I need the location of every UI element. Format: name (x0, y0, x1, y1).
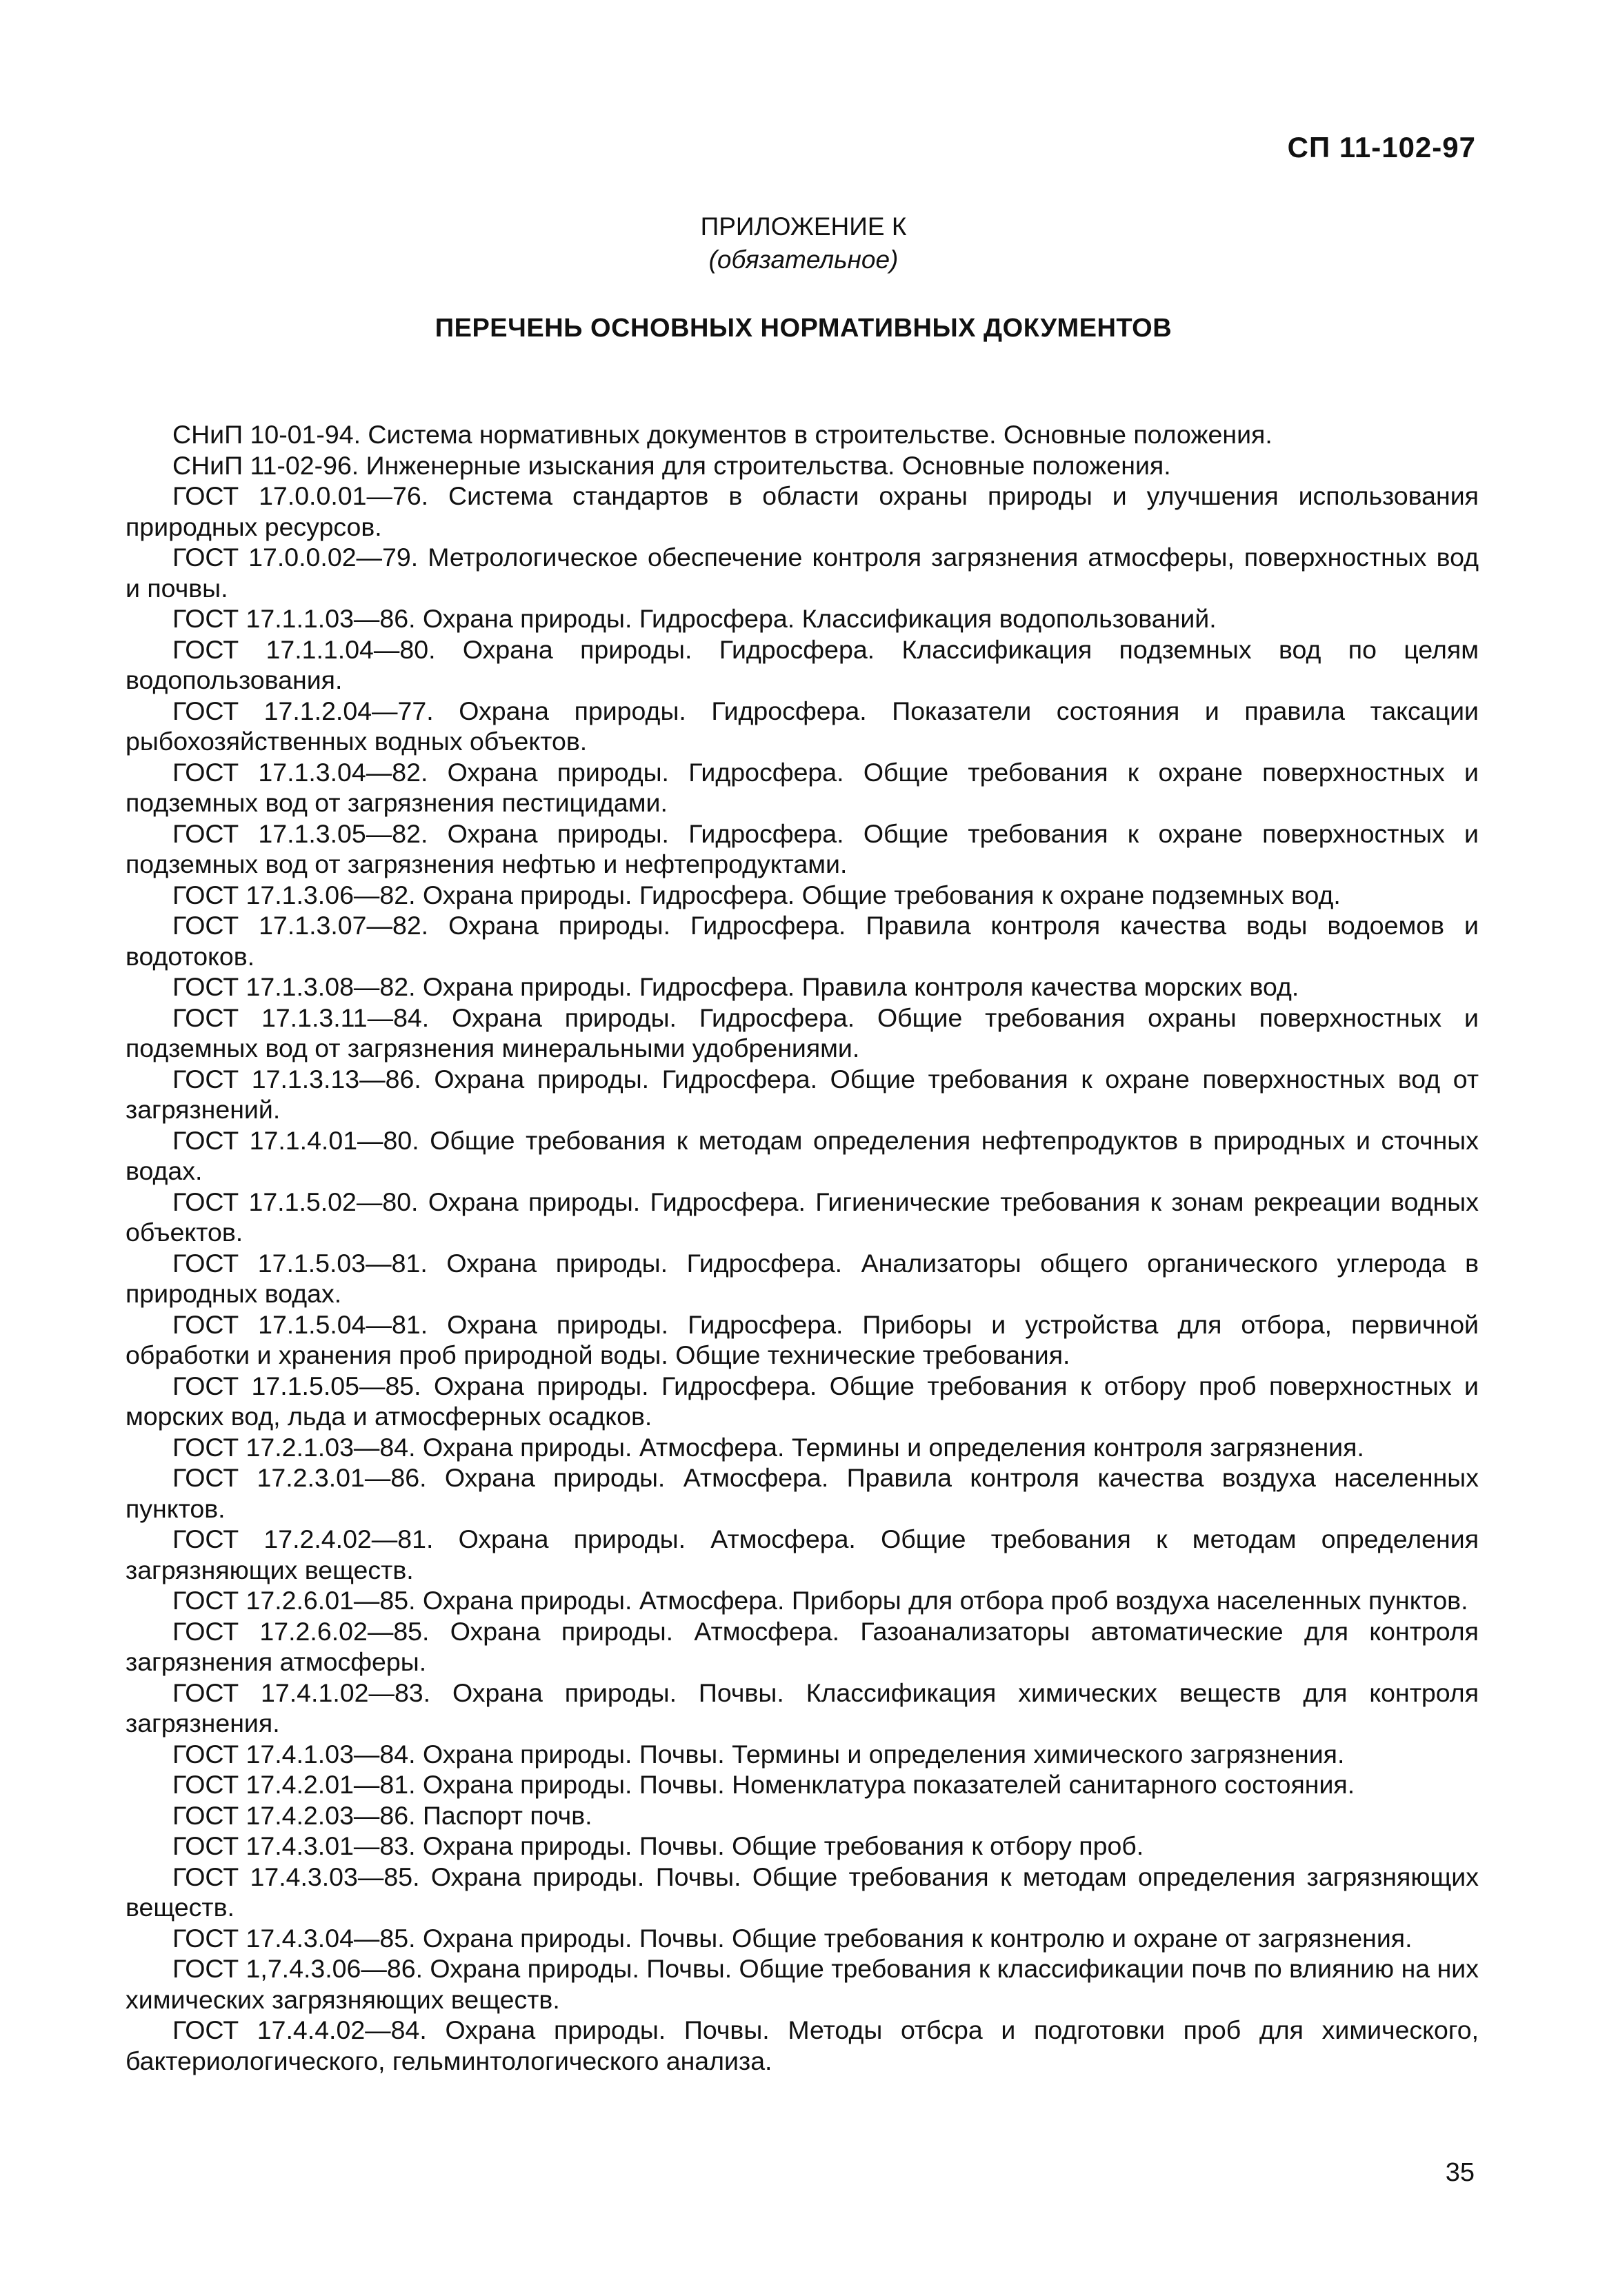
appendix-heading (0, 210, 1607, 276)
list-item: СНиП 11-02-96. Инженерные изыскания для строительства. Основные положения. (172, 450, 1171, 480)
list-item: ГОСТ 17.1.5.02—80. Охрана природы. Гидросфера. Гигиенические требования к зонам рекреации водных объектов. (126, 1187, 1479, 1247)
list-item: ГОСТ 17.2.3.01—86. Охрана природы. Атмосфера. Правила контроля качества воздуха населенных пунктов. (126, 1463, 1479, 1523)
list-item: ГОСТ 17.4.4.02—84. Охрана природы. Почвы. Методы отбсра и подготовки проб для химического, бактериологического, гельминтологического анализа. (126, 2015, 1479, 2075)
list-item: ГОСТ 17.1.3.07—82. Охрана природы. Гидросфера. Правила контроля качества воды водоемов и водотоков. (126, 911, 1479, 971)
page-number: 35 (1445, 2158, 1475, 2187)
list-item: ГОСТ 17.4.1.02—83. Охрана природы. Почвы. Классификация химических веществ для контроля загрязнения. (126, 1678, 1479, 1738)
list-item: ГОСТ 17.1.3.06—82. Охрана природы. Гидросфера. Общие требования к охране подземных вод. (172, 880, 1341, 909)
list-item: ГОСТ 17.1.3.13—86. Охрана природы. Гидросфера. Общие требования к охране поверхностных вод от загрязнений. (126, 1064, 1479, 1124)
list-item: ГОСТ 17.2.6.01—85. Охрана природы. Атмосфера. Приборы для отбора проб воздуха населенных пунктов. (172, 1586, 1468, 1615)
list-item: СНиП 10-01-94. Система нормативных документов в строительстве. Основные положения. (172, 420, 1272, 449)
list-item: ГОСТ 17.2.4.02—81. Охрана природы. Атмосфера. Общие требования к методам определения загрязняющих веществ. (126, 1524, 1479, 1584)
list-item: ГОСТ 17.4.2.03—86. Паспорт почв. (172, 1800, 592, 1830)
list-item: ГОСТ 17.1.4.01—80. Общие требования к методам определения нефтепродуктов в природных и сточных водах. (126, 1125, 1479, 1185)
list-item: ГОСТ 17.1.2.04—77. Охрана природы. Гидросфера. Показатели состояния и правила таксации рыбохозяйственных водных объектов. (126, 696, 1479, 756)
page-title: ПЕРЕЧЕНЬ ОСНОВНЫХ НОРМАТИВНЫХ ДОКУМЕНТОВ (435, 314, 1172, 343)
appendix-label: ПРИЛОЖЕНИЕ К (700, 212, 907, 241)
list-item: ГОСТ 17.1.5.04—81. Охрана природы. Гидросфера. Приборы и устройства для отбора, первичной обработки и хранения проб природной воды. Общие технические требования. (126, 1309, 1479, 1369)
list-item: ГОСТ 17.4.2.01—81. Охрана природы. Почвы. Номенклатура показателей санитарного состояния. (172, 1770, 1355, 1799)
list-item: ГОСТ 17.1.5.05—85. Охрана природы. Гидросфера. Общие требования к отбору проб поверхностных и морских вод, льда и атмосферных осадков. (126, 1371, 1479, 1431)
normative-documents-list (126, 419, 1479, 2076)
list-item: ГОСТ 17.1.3.05—82. Охрана природы. Гидросфера. Общие требования к охране поверхностных и подземных вод от загрязнения нефтью и нефтепродуктами. (126, 818, 1479, 878)
list-item: ГОСТ 17.4.3.04—85. Охрана природы. Почвы. Общие требования к контролю и охране от загрязнения. (172, 1923, 1413, 1953)
list-item: ГОСТ 17.0.0.01—76. Система стандартов в области охраны природы и улучшения использования природных ресурсов. (126, 481, 1479, 541)
list-item: ГОСТ 17.4.3.01—83. Охрана природы. Почвы. Общие требования к отбору проб. (172, 1831, 1144, 1860)
list-item: ГОСТ 17.2.1.03—84. Охрана природы. Атмосфера. Термины и определения контроля загрязнения. (172, 1432, 1364, 1462)
list-item: ГОСТ 17.1.3.11—84. Охрана природы. Гидросфера. Общие требования охраны поверхностных и подземных вод от загрязнения минеральными удобрениями. (126, 1003, 1479, 1063)
list-item: ГОСТ 17.4.1.03—84. Охрана природы. Почвы. Термины и определения химического загрязнения. (172, 1739, 1345, 1769)
list-item: ГОСТ 17.1.3.04—82. Охрана природы. Гидросфера. Общие требования к охране поверхностных и подземных вод от загрязнения пестицидами. (126, 757, 1479, 817)
list-item: ГОСТ 17.2.6.02—85. Охрана природы. Атмосфера. Газоанализаторы автоматические для контроля загрязнения атмосферы. (126, 1616, 1479, 1676)
list-item: ГОСТ 17.1.1.04—80. Охрана природы. Гидросфера. Классификация подземных вод по целям водопользования. (126, 634, 1479, 694)
document-code: СП 11-102-97 (1287, 131, 1476, 163)
list-item: ГОСТ 1,7.4.3.06—86. Охрана природы. Почвы. Общие требования к классификации почв по влиянию на них химических загрязняющих веществ. (126, 1954, 1479, 2014)
list-item: ГОСТ 17.1.3.08—82. Охрана природы. Гидросфера. Правила контроля качества морских вод. (172, 972, 1299, 1001)
list-item: ГОСТ 17.1.5.03—81. Охрана природы. Гидросфера. Анализаторы общего органического углерода в природных водах. (126, 1248, 1479, 1308)
list-item: ГОСТ 17.4.3.03—85. Охрана природы. Почвы. Общие требования к методам определения загрязняющих веществ. (126, 1862, 1479, 1922)
list-item: ГОСТ 17.1.1.03—86. Охрана природы. Гидросфера. Классификация водопользований. (172, 604, 1217, 633)
list-item: ГОСТ 17.0.0.02—79. Метрологическое обеспечение контроля загрязнения атмосферы, поверхностных вод и почвы. (126, 543, 1479, 603)
appendix-status: (обязательное) (708, 245, 899, 274)
